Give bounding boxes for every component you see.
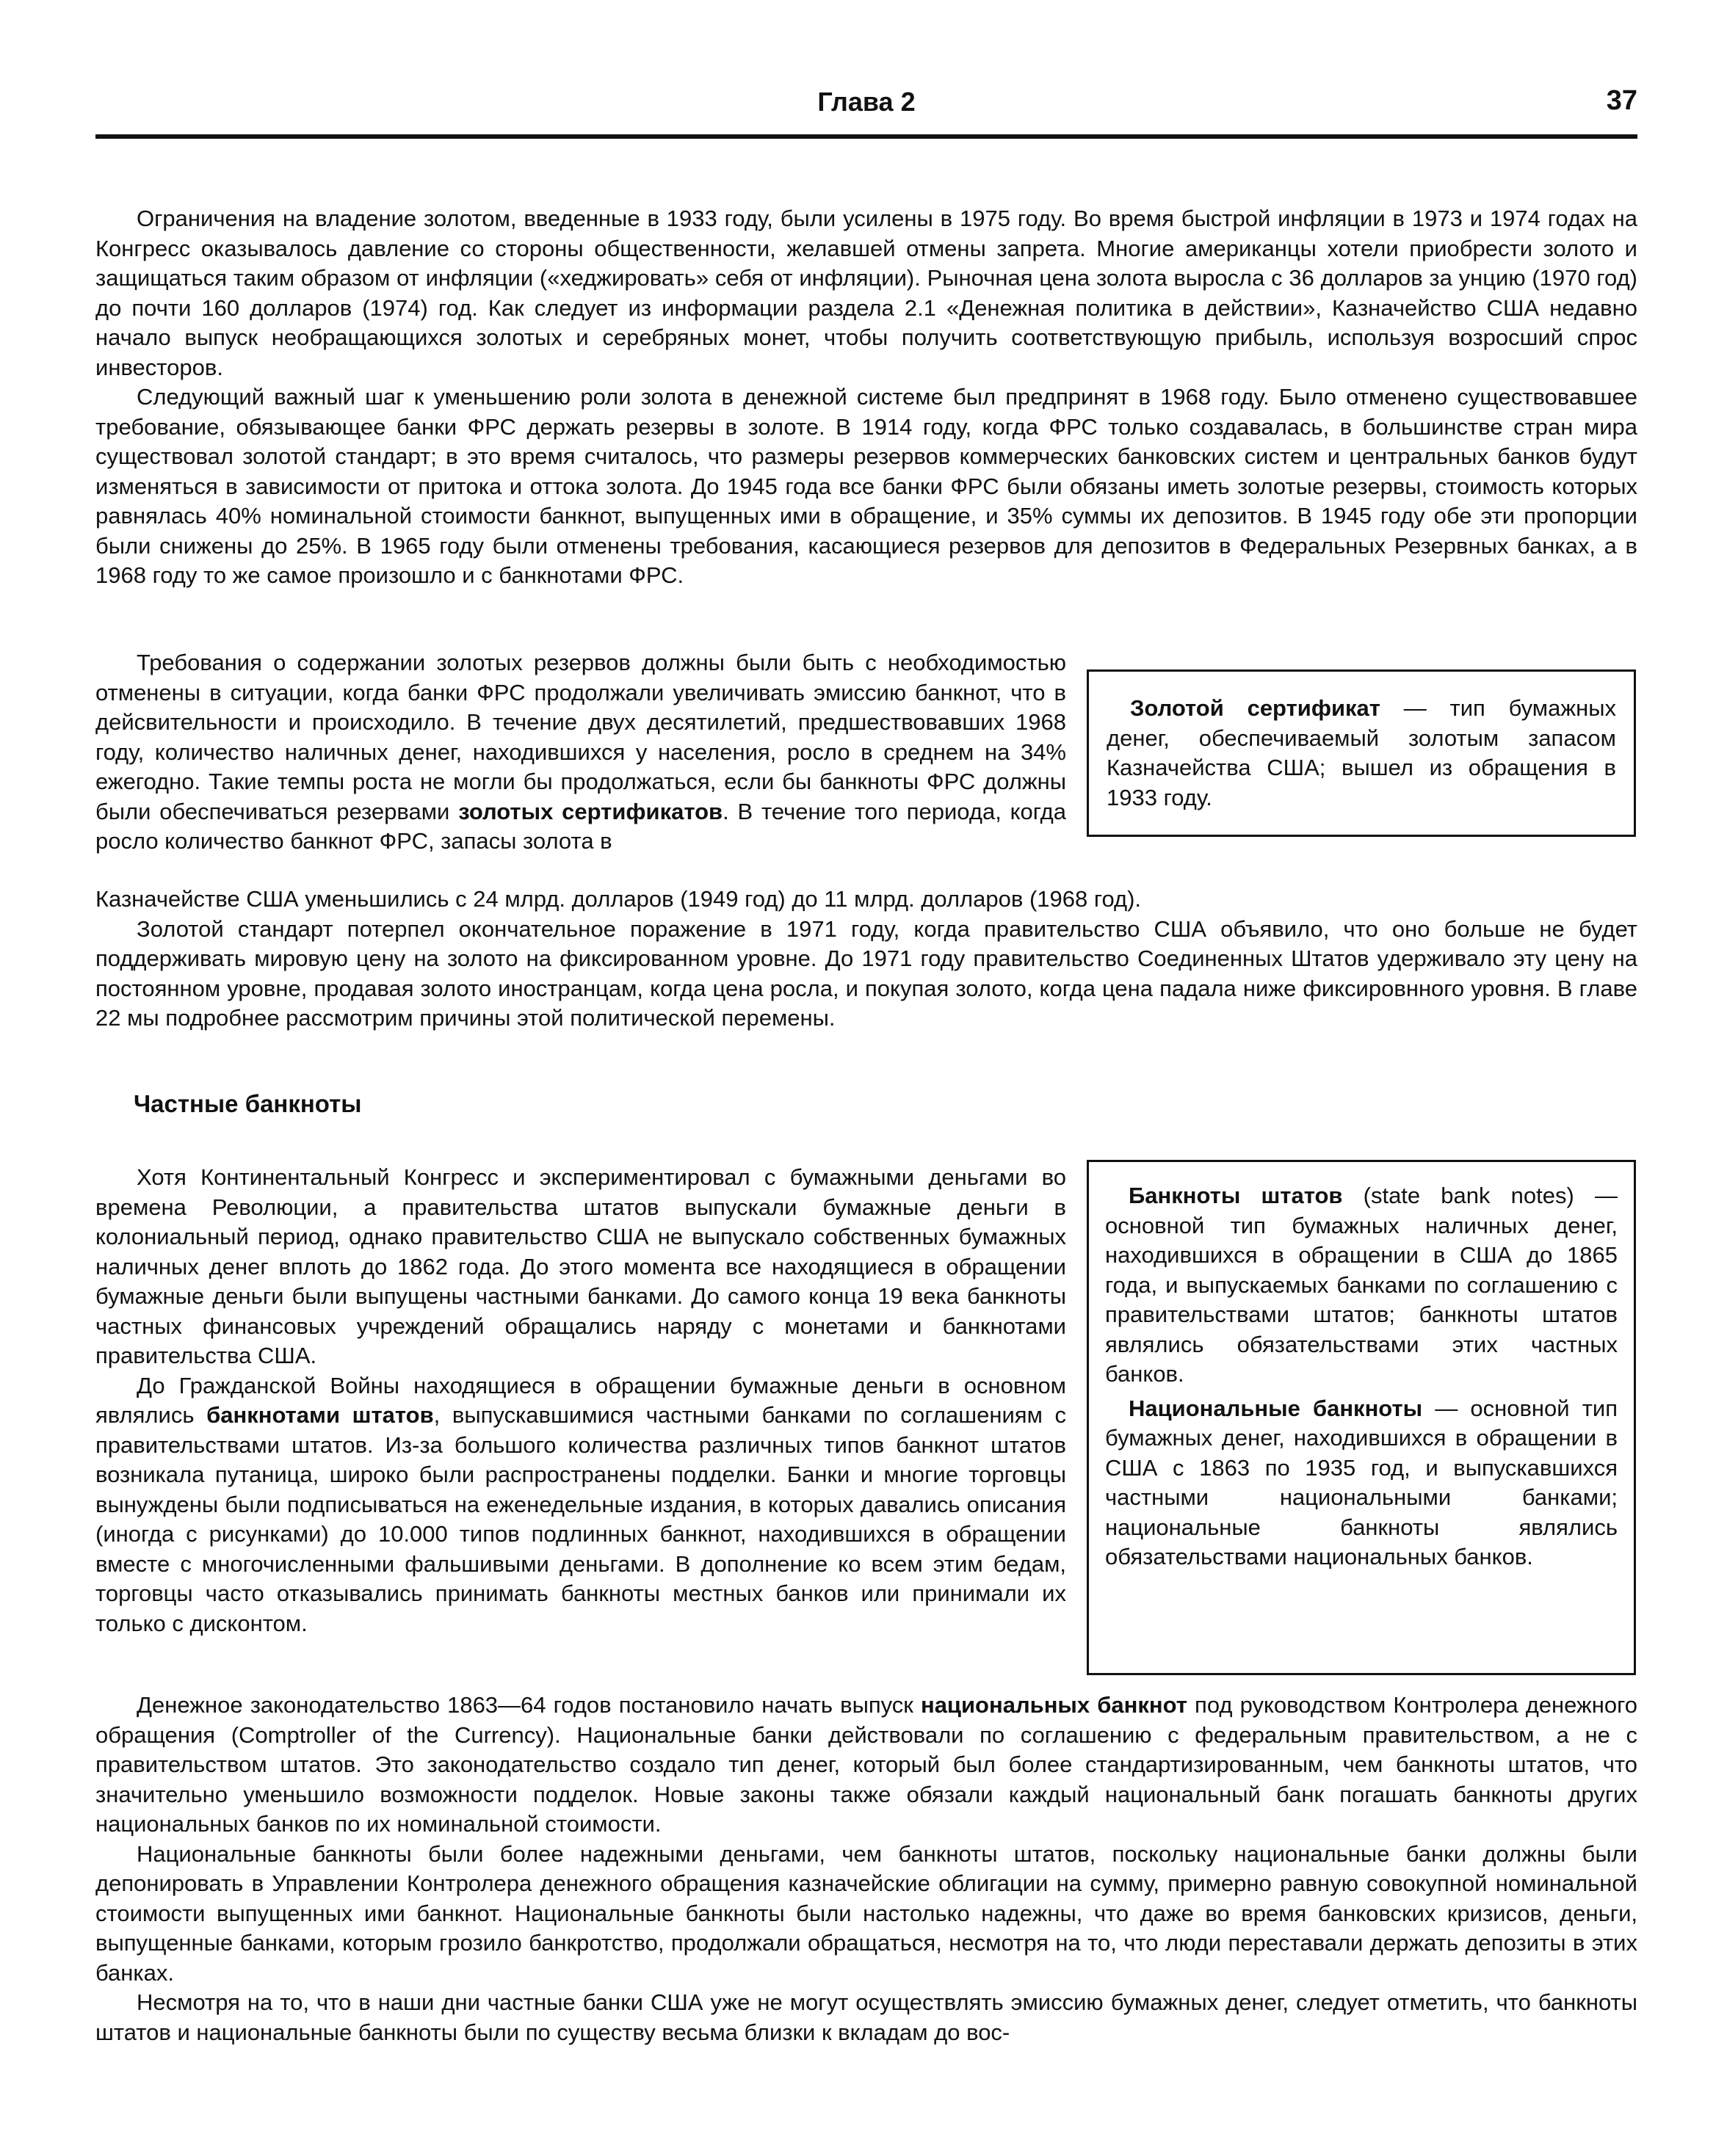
paragraph: Золотой стандарт потерпел окончательное поражение в 1971 году, когда правительство США объявило, что оно больше не будет поддерживать мировую цену на золото на фиксированном уровне. До 1971 году правительство Соединенных Штатов удерживало эту цену на постоянном уровне, продавая золото иностранцам, когда цена росла, и покупая золото, когда цена падала ниже фиксировнного уровня. В главе 22 мы подробнее рассмотрим причины этой политической перемены.: [95, 915, 1637, 1031]
definition-term: Банкноты штатов: [1129, 1183, 1343, 1208]
definition-term: Национальные банкноты: [1129, 1395, 1423, 1421]
paragraph: Ограничения на владение золотом, введенные в 1933 году, были усилены в 1975 году. Во время быстрой инфляции в 1973 и 1974 годах на Конгресс оказывалось давление со стороны общественности, желавшей отмены запрета. Многие американцы хотели приобрести золото и защищаться таким образом от инфляции («хеджировать» себя от инфляции). Рыночная цена золота выросла с 36 долларов за унцию (1970 год) до почти 160 долларов (1974) год. Как следует из информации раздела 2.1 «Денежная политика в действии», Казначейство США недавно начало выпуск необращающихся золотых и серебряных монет, чтобы получить соответствующую прибыль, используя возросший спрос инвесторов.: [95, 206, 1637, 380]
page-header: [95, 82, 1637, 126]
definition-term: Золотой сертификат: [1130, 695, 1380, 721]
term-national-bank-notes: национальных банкнот: [920, 1692, 1187, 1718]
paragraph-text: Требования о содержании золотых резервов должны были быть с необходимостью отменены в ситуации, когда банки ФРС продолжали увеличивать эмиссию банкнот, что в дейсвительности и происходило. В течение двух десятилетий, предшествовавших 1968 году, количество наличных денег, находившихся у населения, росло в среднем на 34% ежегодно. Такие темпы роста не могли бы продолжаться, если бы банкноты ФРС должны были обеспечиваться резервами: [95, 650, 1066, 824]
paragraph-text: Денежное законодательство 1863—64 годов постановило начать выпуск: [137, 1692, 921, 1718]
paragraph-text: До Гражданской Войны находящиеся в обращении бумажные деньги в основном являлись: [95, 1372, 1066, 1428]
chapter-title: Глава 2: [817, 87, 916, 117]
definition-text: (state bank notes) — основной тип бумажных наличных денег, находившихся в обращении в США до 1865 года, и выпускаемых банками по соглашению с правительствами штатов; банкноты штатов являлись обязательствами этих частных банков.: [1105, 1183, 1618, 1387]
paragraph-text: , выпускавшимися частными банками по соглашениям с правительствами штатов. Из-за большого количества различных типов банкнот штатов возникала путаница, широко были распространены подделки. Банки и многие торговцы вынуждены были подписываться на еженедельные издания, в которых давались описания (иногда с рисунками) до 10.000 типов подлинных банкнот, находившихся в обращении вместе с многочисленными фальшивыми деньгами. В дополнение ко всем этим бедам, торговцы часто отказывались принимать банкноты местных банков или принимали их только с дисконтом.: [95, 1402, 1066, 1636]
paragraph: [95, 1691, 1637, 1840]
paragraph-text: под руководством Контролера денежного обращения (Comptroller of the Currency). Национальные банки действовали по соглашению с федеральным правительством, а не с правительством штатов. Это законодательство создало тип денег, который был более стандартизированным, чем банкноты штатов, что значительно уменьшило возможности подделок. Новые законы также обязали каждый национальный банк погашать банкноты других национальных банков по их номинальной стоимости.: [95, 1692, 1638, 1837]
paragraph: Следующий важный шаг к уменьшению роли золота в денежной системе был предпринят в 1968 году. Было отменено существовавшее требование, обязывающее банки ФРС держать резервы в золоте. В 1914 году, когда ФРС только создавалась, в большинстве стран мира существовал золотой стандарт; в это время считалось, что размеры резервов коммерческих банковских систем и центральных банков будут изменяться в зависимости от притока и оттока золота. До 1945 года все банки ФРС были обязаны иметь золотые резервы, стоимость которых равнялась 40% номинальной стоимости банкнот, выпущенных ими в обращение, и 35% суммы их депозитов. В 1945 году обе эти пропорции были снижены до 25%. В 1965 году были отменены требования, касающиеся резервов для депозитов в Федеральных Резервных банках, а в 1968 году то же самое произошло и с банкнотами ФРС.: [95, 384, 1637, 588]
definition: [1107, 694, 1616, 813]
gold-paragraphs-top: [95, 204, 1637, 591]
definition: [1105, 1181, 1618, 1390]
term-state-bank-notes: банкнотами штатов: [206, 1402, 434, 1428]
definition: [1105, 1394, 1618, 1572]
term-gold-certificates: золотых сертификатов: [458, 798, 723, 824]
sidebar-definitions-bank-notes: [1087, 1160, 1636, 1675]
header-rule: [95, 134, 1637, 139]
paragraph: Несмотря на то, что в наши дни частные банки США уже не могут осуществлять эмиссию бумажных денег, следует отметить, что банкноты штатов и национальные банкноты были по существу весьма близки к вкладам до вос-: [95, 1989, 1637, 2045]
paragraph: Национальные банкноты были более надежными деньгами, чем банкноты штатов, поскольку национальные банки должны были депонировать в Управлении Контролера денежного обращения казначейские облигации на сумму, примерно равную совокупной номинальной стоимости выпущенных ими банкнот. Национальные банкноты были настолько надежны, что даже во время банковских кризисов, деньги, выпущенные банками, которым грозило банкротство, продолжали обращаться, несмотря на то, что люди переставали держать депозиты в этих банках.: [95, 1840, 1637, 1986]
paragraph-continuation: Казначействе США уменьшились с 24 млрд. долларов (1949 год) до 11 млрд. долларов (1968 год).: [95, 886, 1142, 912]
gold-paragraph-narrow: [95, 648, 1066, 857]
private-notes-narrow: [95, 1163, 1066, 1638]
definition-text: — основной тип бумажных денег, находившихся в обращении в США с 1863 по 1935 год, и выпускавшихся частными национальными банками; национальные банкноты являлись обязательствами национальных банков.: [1105, 1395, 1618, 1569]
private-notes-full: [95, 1691, 1637, 2047]
paragraph-text: . В течение того периода, когда росло количество банкнот ФРС, запасы золота в: [95, 798, 1067, 854]
gold-paragraphs-bottom: [95, 885, 1637, 1034]
paragraph: Хотя Континентальный Конгресс и экспериментировал с бумажными деньгами во времена Революции, а правительства штатов выпускали бумажные деньги в колониальный период, однако правительство США не выпускало собственных бумажных наличных денег вплоть до 1862 года. До этого момента все находящиеся в обращении бумажные деньги были выпущены частными банками. До самого конца 19 века банкноты частных финансовых учреждений обращались наряду с монетами и банкнотами правительства США.: [95, 1164, 1066, 1368]
page-number: 37: [1606, 85, 1637, 116]
paragraph: [95, 648, 1066, 857]
sidebar-definition-gold-certificate: [1087, 669, 1636, 837]
section-heading: Частные банкноты: [134, 1090, 362, 1117]
paragraph: [95, 1371, 1066, 1639]
definition-text: — тип бумажных денег, обеспечиваемый золотым запасом Казначейства США; вышел из обращения в 1933 году.: [1107, 695, 1617, 810]
